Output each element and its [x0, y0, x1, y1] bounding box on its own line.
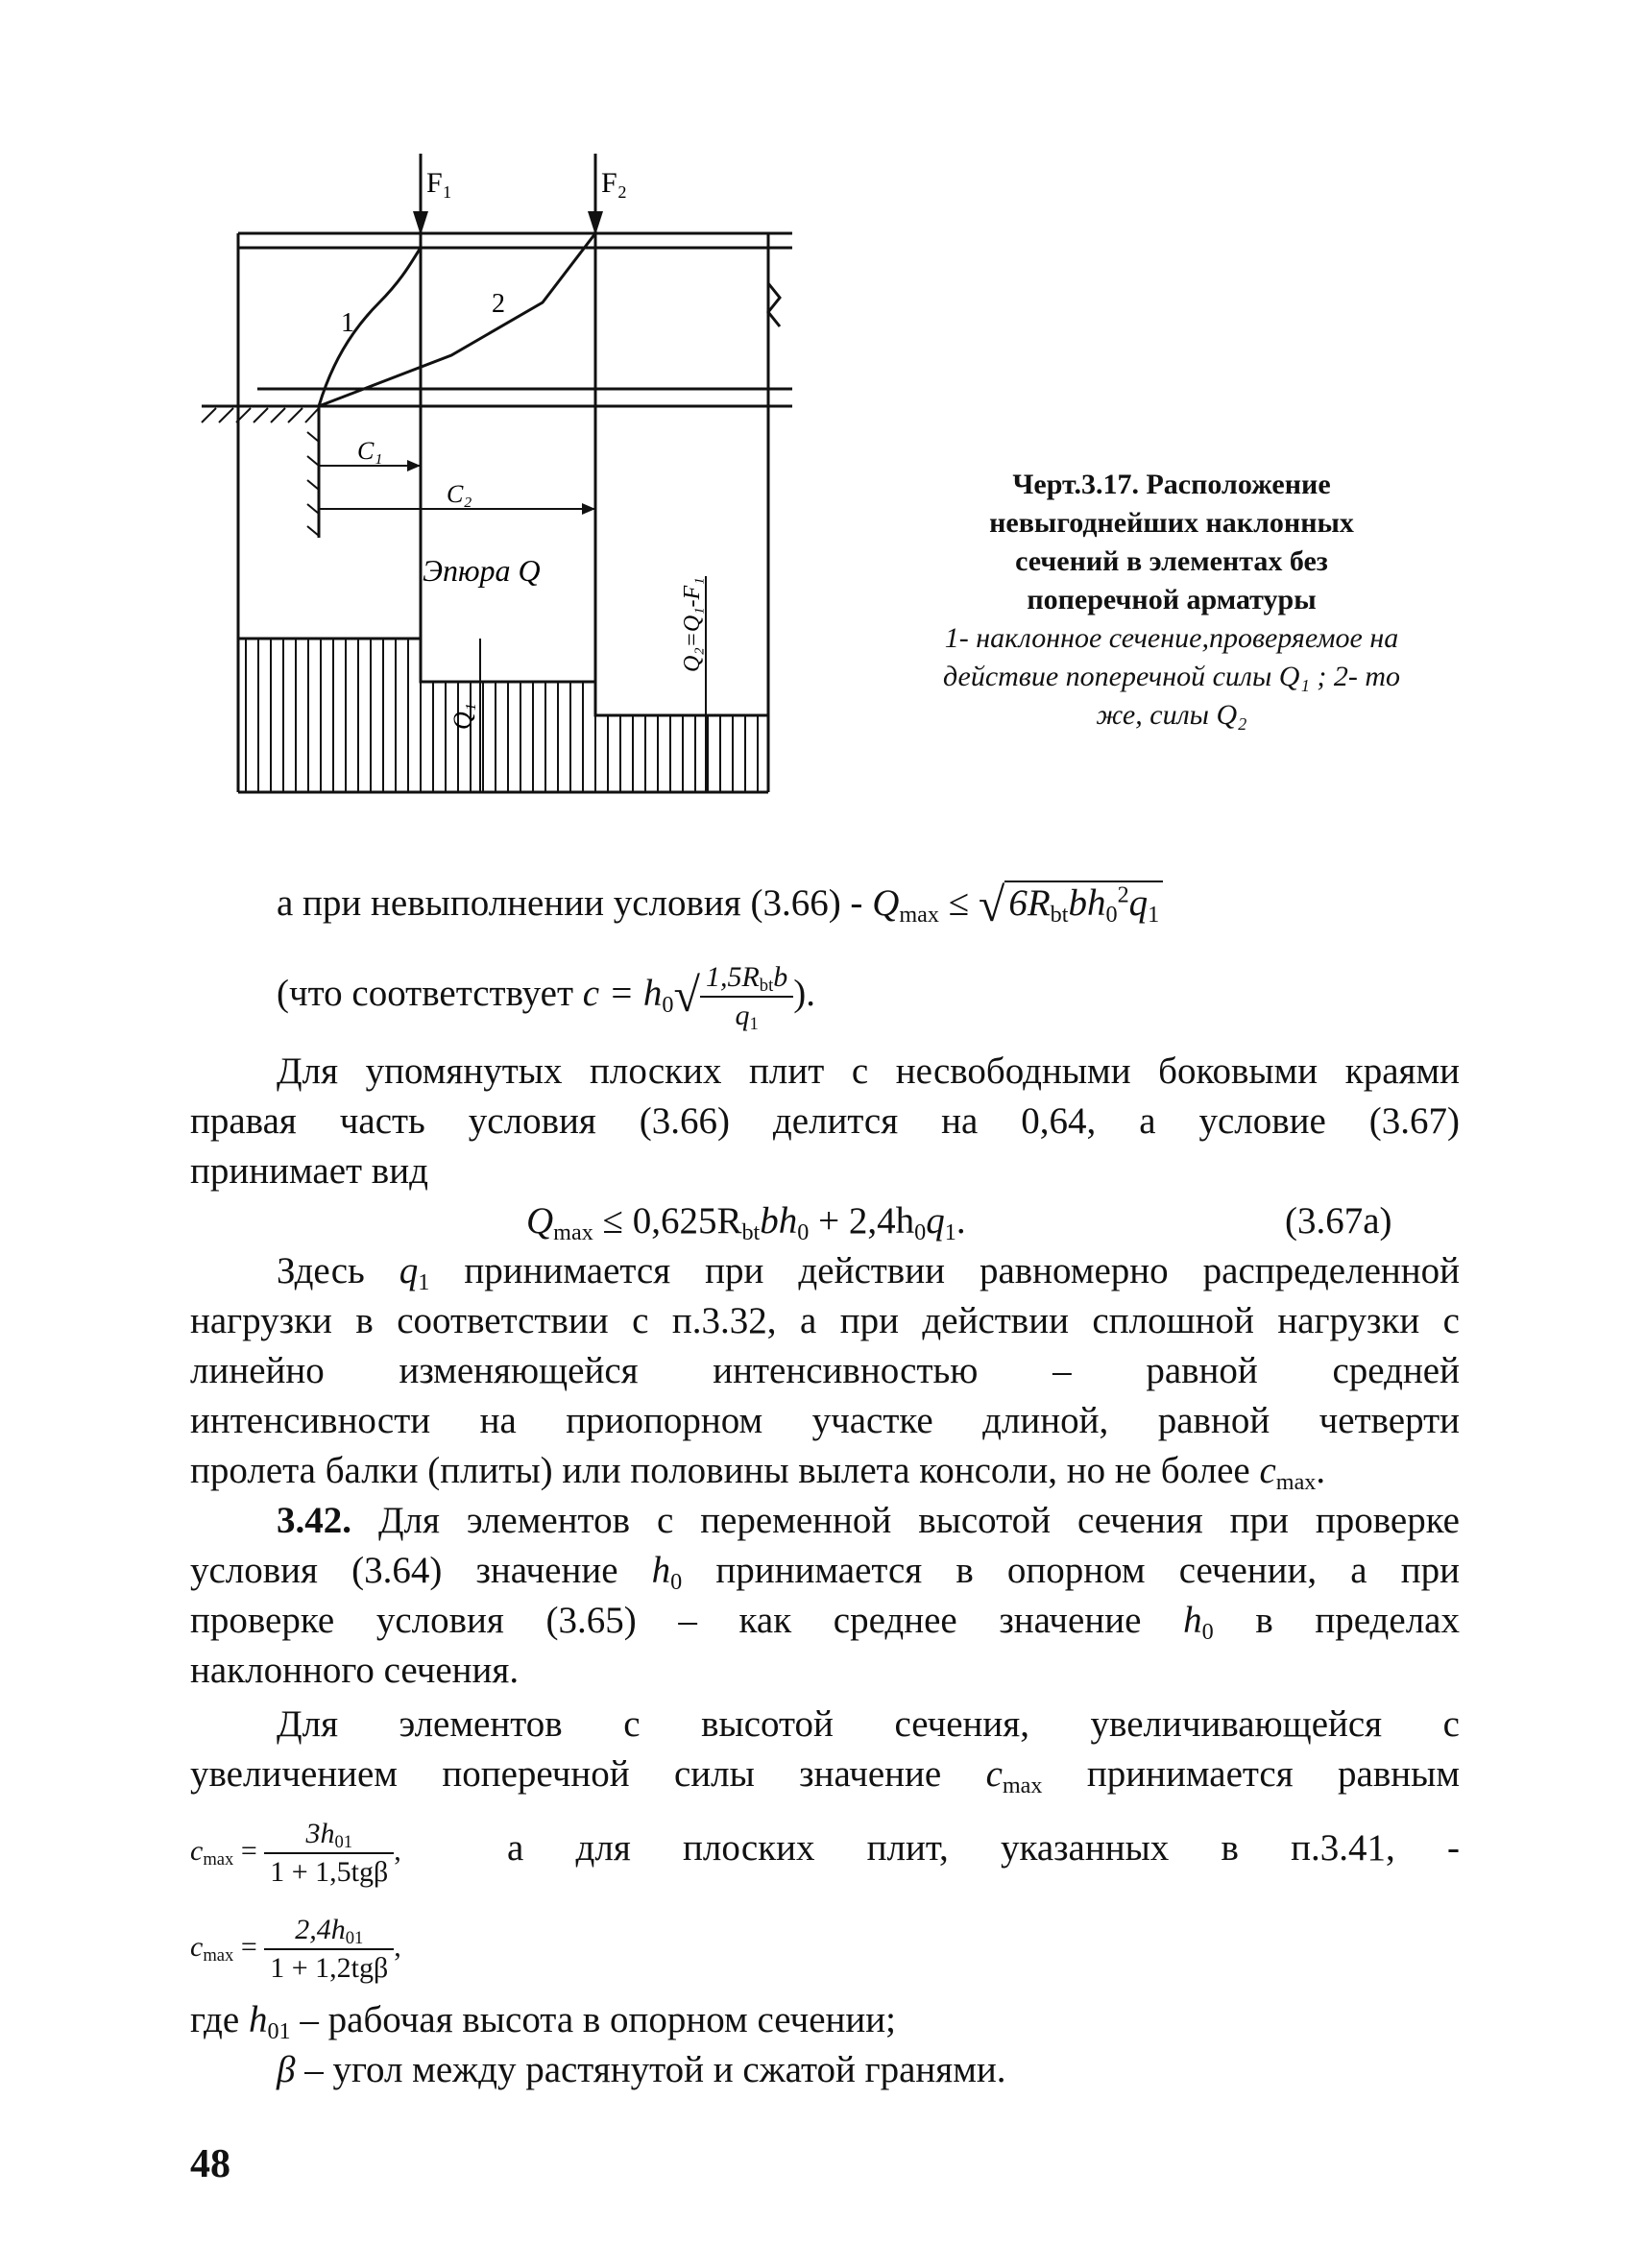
math: + 2,4h [809, 1200, 915, 1242]
equation-number: (3.67а) [1285, 1200, 1392, 1242]
text-run: Для элементов с переменной высотой сечения при проверке [351, 1500, 1460, 1541]
fraction [700, 959, 793, 1034]
text-line-14 [190, 1596, 1460, 1646]
text-run: пролета балки (плиты) или половины вылета консоли, но не более [190, 1450, 1260, 1491]
arrow-f1 [413, 211, 428, 235]
math: max [899, 901, 939, 928]
label-q2: Q₂=Q₁-F₁ [680, 577, 705, 672]
inclined-section-2 [319, 233, 595, 406]
math: 1 [944, 1218, 956, 1245]
text-run: ≤ [938, 882, 979, 924]
math: h [1183, 1600, 1202, 1641]
text-run: . [956, 1200, 966, 1242]
text-line-02 [190, 951, 1460, 1038]
text-line-09: линейно изменяющейся интенсивностью – равной средней [190, 1350, 1460, 1391]
math: 01 [334, 1832, 353, 1853]
text-run: увеличением поперечной силы значение [190, 1753, 986, 1795]
math: 0 [662, 991, 674, 1018]
text-run: а при невыполнении условия (3.66) - [277, 882, 873, 924]
math: 0 [670, 1568, 683, 1595]
label-f2: F₂ [601, 167, 628, 199]
text-line-19 [190, 1901, 1460, 1991]
denominator: 1 + 1,2tgβ [270, 1952, 389, 1985]
caption-title-3: сечений в элементах без [1015, 545, 1328, 577]
text-run: где [190, 1999, 249, 2040]
caption-legend-2: действие поперечной силы Q₁ ; 2- то [942, 661, 1401, 692]
support-hatch [202, 408, 319, 536]
figure-caption [845, 466, 1498, 735]
label-c2: C₂ [447, 480, 472, 508]
label-epure: Эпюра Q [423, 553, 541, 588]
text-line-17 [190, 1749, 1460, 1799]
math: bh [1068, 882, 1106, 924]
text-line-11 [190, 1446, 1460, 1496]
math: 1,5R [705, 961, 760, 994]
text-run: – рабочая высота в опорном сечении; [290, 1999, 896, 2040]
section-number: 3.42. [277, 1500, 351, 1541]
math: max [1275, 1468, 1317, 1495]
math: bt [1050, 901, 1069, 928]
math: 2,4h [295, 1914, 346, 1946]
math: h [651, 1550, 671, 1591]
radical-sign: √ [978, 878, 1005, 931]
math: 6R [1008, 882, 1051, 924]
math: c [190, 1931, 204, 1963]
arrow-c2 [582, 503, 595, 515]
text-run: принимается равным [1042, 1753, 1460, 1795]
text-line-03: Для упомянутых плоских плит с несвободными боковыми краями [277, 1050, 1460, 1092]
math: max [203, 1945, 234, 1966]
text-line-20 [190, 1995, 1460, 2045]
math: = h [599, 973, 663, 1014]
math: 0 [1105, 901, 1118, 928]
text-run: , [394, 1931, 401, 1963]
radicand [1004, 881, 1163, 928]
text-line-10: интенсивности на приопорном участке длиной, равной четверти [190, 1400, 1460, 1441]
math: h [248, 1999, 268, 2040]
formula-cmax-2 [190, 1914, 401, 1985]
math: q [735, 1000, 750, 1032]
text-line-08: нагрузки в соответствии с п.3.32, а при действии сплошной нагрузки с [190, 1300, 1460, 1341]
label-q1: Q₁ [448, 703, 476, 730]
math: b [773, 961, 788, 994]
caption-title-1: Черт.3.17. Расположение [1012, 469, 1331, 500]
math: q [1128, 882, 1149, 924]
formula-cmax-1 [190, 1818, 401, 1889]
math: ≤ 0,625R [593, 1200, 742, 1242]
math: = [233, 1931, 265, 1963]
text-line-01 [190, 879, 1460, 929]
math: bt [759, 976, 774, 997]
radical-sign: √ [673, 968, 700, 1022]
math: 1 [418, 1268, 430, 1295]
text-run: Здесь [277, 1250, 399, 1291]
math: max [203, 1849, 234, 1870]
caption-legend-1: 1- наклонное сечение,проверяемое на [944, 622, 1399, 654]
label-c1: C₁ [357, 437, 383, 465]
text-run: принимается при действии равномерно распределенной [429, 1250, 1460, 1291]
math: c [1259, 1450, 1276, 1491]
math: 01 [267, 2017, 291, 2044]
numerator [264, 1816, 394, 1854]
math: c [190, 1835, 204, 1867]
break-mark [768, 283, 780, 326]
math: bt [741, 1218, 761, 1245]
text-line-07 [190, 1246, 1460, 1296]
text-run: (что соответствует [277, 973, 583, 1014]
math: 1 [749, 1014, 759, 1035]
text-run: – угол между растянутой и сжатой гранями. [295, 2049, 1006, 2090]
text-line-18 [190, 1805, 1460, 1894]
math: max [1002, 1772, 1043, 1798]
text-run: . [1316, 1450, 1326, 1491]
page-number: 48 [190, 2142, 230, 2186]
denominator [700, 998, 793, 1034]
text-line-13 [190, 1546, 1460, 1596]
text-run: в пределах [1213, 1600, 1460, 1641]
math: 0 [914, 1218, 927, 1245]
math: β [277, 2049, 296, 2090]
fraction [264, 1912, 394, 1987]
math: 0 [1201, 1618, 1214, 1645]
caption-legend-3: же, силы Q₂ [1096, 699, 1247, 731]
math: 0 [797, 1218, 810, 1245]
math: bh [760, 1200, 798, 1242]
label-section-2: 2 [492, 289, 505, 319]
text-line-21 [190, 2045, 1460, 2095]
denominator: 1 + 1,5tgβ [270, 1856, 389, 1889]
caption-title-2: невыгоднейших наклонных [989, 507, 1354, 539]
numerator [700, 959, 793, 998]
math: 01 [345, 1928, 364, 1949]
math: = [233, 1835, 265, 1867]
math: 2 [1117, 881, 1129, 908]
caption-title-4: поперечной арматуры [1027, 584, 1317, 615]
math: q [399, 1250, 419, 1291]
formula-3-67a [526, 1196, 966, 1246]
fraction [264, 1816, 394, 1891]
text-run: условия (3.64) значение [190, 1550, 652, 1591]
math: q [926, 1200, 945, 1242]
text-run: ). [793, 973, 815, 1014]
math: max [553, 1218, 593, 1245]
text-line-05: принимает вид [190, 1150, 428, 1192]
math: 3h [305, 1818, 335, 1850]
math: c [582, 973, 600, 1014]
text-line-15: наклонного сечения. [190, 1650, 520, 1691]
text-line-12 [190, 1496, 1460, 1546]
numerator [264, 1912, 394, 1950]
arrow-c1 [407, 460, 421, 471]
label-f1: F₁ [426, 167, 453, 199]
figure-diagram [0, 0, 1645, 864]
arrow-f2 [588, 211, 603, 235]
label-section-1: 1 [341, 308, 354, 338]
text-run: проверке условия (3.65) – как среднее значение [190, 1600, 1184, 1641]
text-line-04: правая часть условия (3.66) делится на 0,64, а условие (3.67) [190, 1100, 1460, 1142]
inclined-section-1 [319, 248, 421, 406]
text-line-18-rest: а для плоских плит, указанных в п.3.41, - [507, 1827, 1460, 1869]
math: c [985, 1753, 1003, 1795]
text-run: принимается в опорном сечении, а при [682, 1550, 1460, 1591]
math: Q [526, 1200, 554, 1242]
text-run: , [394, 1835, 401, 1867]
math: Q [872, 882, 900, 924]
math: 1 [1148, 901, 1160, 928]
text-line-16: Для элементов с высотой сечения, увеличивающейся с [277, 1703, 1460, 1745]
